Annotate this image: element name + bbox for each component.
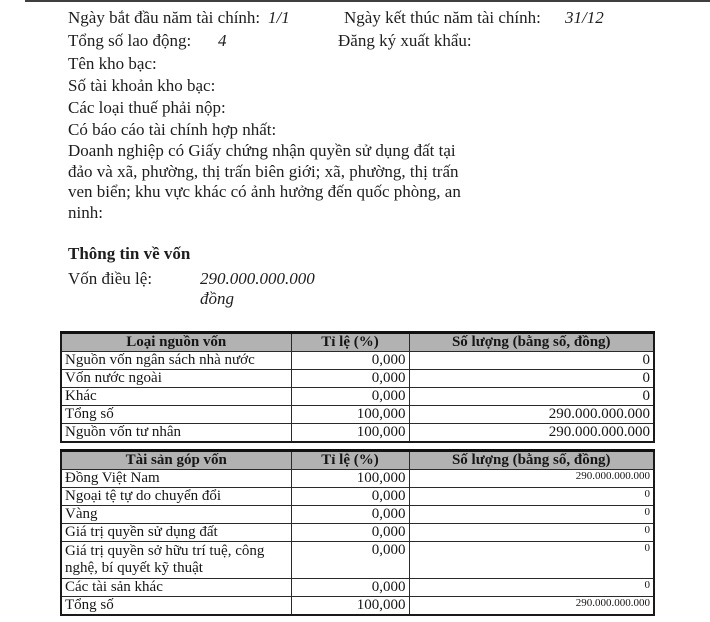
table-row: [61, 388, 654, 406]
fiscal-end-value: 31/12: [565, 8, 604, 27]
table-row: [61, 352, 654, 370]
table-row: [61, 488, 654, 506]
row-amount: 290.000.000.000: [409, 406, 654, 424]
row-amount: 0: [409, 388, 654, 406]
table-header-row: [61, 333, 654, 352]
column-header: Số lượng (bằng số, đồng): [409, 333, 654, 352]
employees-value: 4: [218, 31, 227, 50]
treasury-name-label: Tên kho bạc:: [68, 54, 157, 73]
row-amount: 290.000.000.000: [409, 470, 654, 488]
row-amount: 0: [409, 488, 654, 506]
table-row: [61, 579, 654, 597]
row-ratio: 100,000: [291, 597, 409, 616]
capital-source-table: [60, 331, 655, 443]
row-ratio: 100,000: [291, 424, 409, 443]
table-row: [61, 542, 654, 579]
row-ratio: 100,000: [291, 406, 409, 424]
row-amount: 0: [409, 524, 654, 542]
table-row: [61, 524, 654, 542]
taxes-label: Các loại thuế phải nộp:: [68, 98, 226, 117]
row-ratio: 0,000: [291, 352, 409, 370]
column-header: Tài sản góp vốn: [61, 451, 291, 470]
charter-capital-value: 290.000.000.000: [200, 269, 315, 288]
row-label: Nguồn vốn ngân sách nhà nước: [61, 352, 291, 370]
row-amount: 290.000.000.000: [409, 424, 654, 443]
row-amount: 0: [409, 542, 654, 579]
row-label: Giá trị quyền sử dụng đất: [61, 524, 291, 542]
column-header: Loại nguồn vốn: [61, 333, 291, 352]
row-ratio: 0,000: [291, 579, 409, 597]
row-amount: 0: [409, 506, 654, 524]
employees-label: Tổng số lao động:: [68, 31, 192, 50]
export-registration-label: Đăng ký xuất khẩu:: [338, 31, 472, 50]
row-label: Đồng Việt Nam: [61, 470, 291, 488]
row-label: Tổng số: [61, 406, 291, 424]
row-ratio: 0,000: [291, 542, 409, 579]
row-label: Tổng số: [61, 597, 291, 616]
row-ratio: 0,000: [291, 388, 409, 406]
row-amount: 0: [409, 352, 654, 370]
table-header-row: [61, 451, 654, 470]
row-label: Khác: [61, 388, 291, 406]
column-header: Tỉ lệ (%): [291, 451, 409, 470]
table-row: [61, 470, 654, 488]
row-amount: 290.000.000.000: [409, 597, 654, 616]
capital-section-title: Thông tin về vốn: [68, 244, 191, 263]
treasury-account-label: Số tài khoản kho bạc:: [68, 76, 216, 95]
row-ratio: 0,000: [291, 506, 409, 524]
row-amount: 0: [409, 579, 654, 597]
table-row: [61, 406, 654, 424]
table-row: [61, 424, 654, 443]
row-label: Các tài sản khác: [61, 579, 291, 597]
row-amount: 0: [409, 370, 654, 388]
column-header: Tỉ lệ (%): [291, 333, 409, 352]
table-row: [61, 370, 654, 388]
fiscal-start-value: 1/1: [268, 8, 290, 27]
table-row: [61, 506, 654, 524]
fiscal-start-label: Ngày bắt đầu năm tài chính:: [68, 8, 261, 27]
row-ratio: 100,000: [291, 470, 409, 488]
fiscal-end-label: Ngày kết thúc năm tài chính:: [344, 8, 541, 27]
row-label: Vàng: [61, 506, 291, 524]
row-label: Vốn nước ngoài: [61, 370, 291, 388]
charter-capital-unit: đồng: [200, 289, 234, 308]
row-label: Ngoại tệ tự do chuyển đổi: [61, 488, 291, 506]
charter-capital-label: Vốn điều lệ:: [68, 269, 153, 288]
column-header: Số lượng (bằng số, đồng): [409, 451, 654, 470]
consolidated-report-label: Có báo cáo tài chính hợp nhất:: [68, 120, 277, 139]
table-row: [61, 597, 654, 616]
row-label: Nguồn vốn tư nhân: [61, 424, 291, 443]
land-certificate-note: Doanh nghiệp có Giấy chứng nhận quyền sử dụng đất tại đảo và xã, phường, thị trấn biên giới; xã, phường, thị trấn ven biển; khu vực khác có ảnh hưởng đến quốc phòng, an ninh:: [68, 141, 461, 222]
row-label: Giá trị quyền sở hữu trí tuệ, công nghệ, bí quyết kỹ thuật: [61, 542, 291, 579]
top-divider: [25, 0, 710, 2]
row-ratio: 0,000: [291, 488, 409, 506]
row-ratio: 0,000: [291, 524, 409, 542]
row-ratio: 0,000: [291, 370, 409, 388]
contributed-assets-table: [60, 449, 655, 616]
